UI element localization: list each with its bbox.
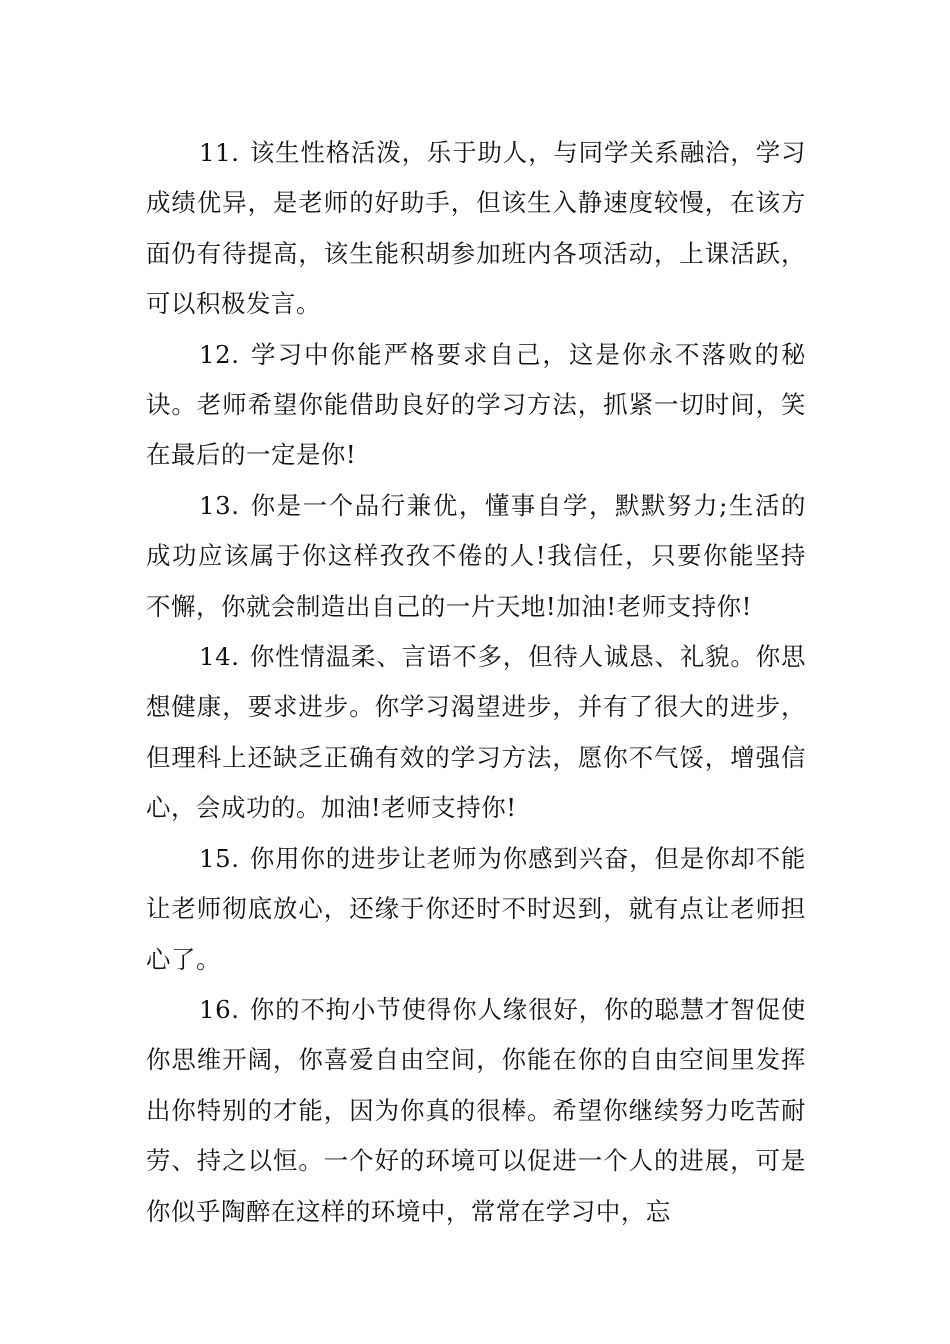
paragraph-text: 你的不拘小节使得你人缘很好，你的聪慧才智促使你思维开阔，你喜爱自由空间，你能在你的自由空间里发挥出你特别的才能，因为你真的很棒。希望你继续努力吃苦耐劳、持之以恒。一个好的环境可以促进一个人的进展，可是你似乎陶醉在这样的环境中，常常在学习中，忘 <box>146 994 806 1226</box>
paragraph-text: 你性情温柔、言语不多，但待人诚恳、礼貌。你思想健康，要求进步。你学习渴望进步，并有了很大的进步，但理科上还缺乏正确有效的学习方法，愿你不气馁，增强信心，会成功的。加油!老师支持你! <box>146 642 806 823</box>
paragraph-text: 该生性格活泼，乐于助人，与同学关系融洽，学习成绩优异，是老师的好助手，但该生入静速度较慢，在该方面仍有待提高，该生能积胡参加班内各项活动，上课活跃，可以积极发言。 <box>146 138 806 319</box>
paragraph-text: 你是一个品行兼优，懂事自学，默默努力;生活的成功应该属于你这样孜孜不倦的人!我信任，只要你能坚持不懈，你就会制造出自己的一片天地!加油!老师支持你! <box>146 490 806 621</box>
comment-paragraph-11 <box>146 128 806 330</box>
comment-paragraph-16 <box>146 985 806 1237</box>
paragraph-number: 13. <box>199 490 240 520</box>
paragraph-text: 学习中你能严格要求自己，这是你永不落败的秘诀。老师希望你能借助良好的学习方法，抓紧一切时间，笑在最后的一定是你! <box>146 339 806 470</box>
comment-paragraph-14 <box>146 632 806 834</box>
paragraph-text: 你用你的进步让老师为你感到兴奋，但是你却不能让老师彻底放心，还缘于你还时不时迟到，就有点让老师担心了。 <box>146 843 806 974</box>
paragraph-number: 16. <box>199 994 240 1024</box>
comment-paragraph-12 <box>146 330 806 481</box>
paragraph-number: 11. <box>199 138 240 167</box>
paragraph-number: 15. <box>199 843 240 873</box>
document-body <box>146 128 806 1237</box>
comment-paragraph-13 <box>146 481 806 632</box>
paragraph-number: 14. <box>199 642 240 672</box>
comment-paragraph-15 <box>146 834 806 985</box>
paragraph-number: 12. <box>199 339 240 369</box>
